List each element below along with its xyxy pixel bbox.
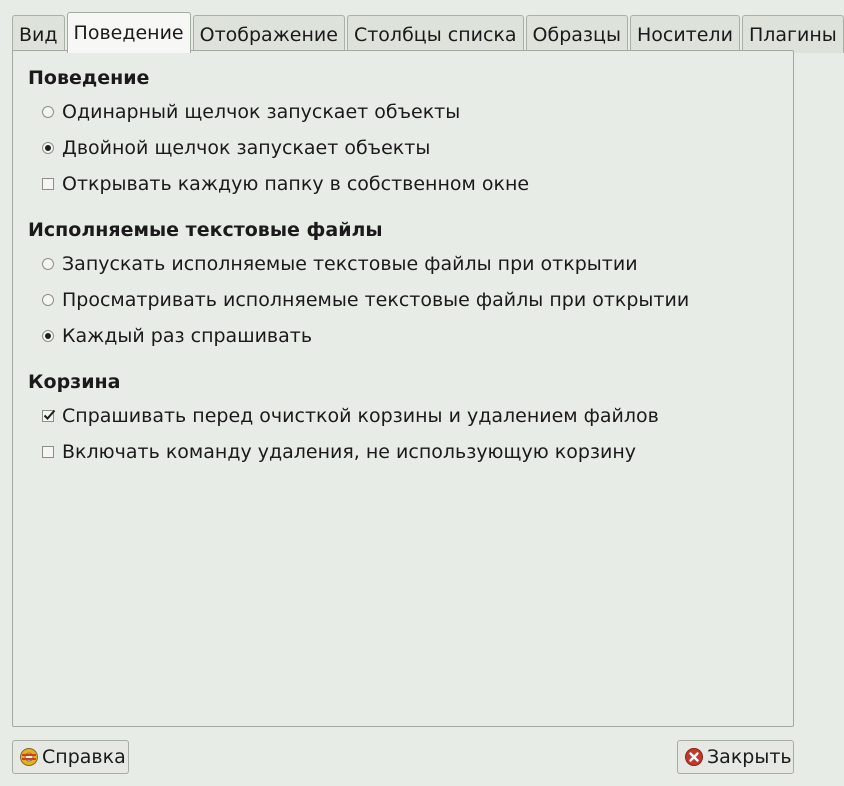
radio-single-click[interactable] <box>42 101 460 123</box>
option-label: Спрашивать перед очисткой корзины и удалением файлов <box>62 405 659 427</box>
radio-view-executables[interactable] <box>42 289 689 311</box>
checkbox-indicator[interactable] <box>42 410 54 422</box>
tab-label: Образцы <box>532 23 621 46</box>
tab-media[interactable] <box>630 15 740 53</box>
tab-list-columns[interactable] <box>347 15 524 53</box>
option-label: Двойной щелчок запускает объекты <box>62 137 431 159</box>
tab-label: Отображение <box>199 23 338 46</box>
option-label: Включать команду удаления, не использующую корзину <box>62 441 637 463</box>
section-title-executables: Исполняемые текстовые файлы <box>28 219 383 241</box>
tab-templates[interactable] <box>526 15 628 53</box>
option-label: Запускать исполняемые текстовые файлы при открытии <box>62 253 638 275</box>
tab-display[interactable] <box>193 15 345 53</box>
tab-bar <box>12 12 844 53</box>
checkbox-own-window[interactable] <box>42 173 529 195</box>
tab-label: Носители <box>636 23 733 46</box>
help-button[interactable] <box>12 740 129 774</box>
option-label: Каждый раз спрашивать <box>62 325 313 347</box>
tab-behavior[interactable] <box>67 12 191 53</box>
radio-indicator[interactable] <box>42 106 54 118</box>
tab-label: Поведение <box>73 22 184 44</box>
tab-label: Вид <box>19 23 58 46</box>
radio-double-click[interactable] <box>42 137 430 159</box>
checkbox-confirm-trash[interactable] <box>42 405 659 427</box>
checkbox-indicator[interactable] <box>42 178 54 190</box>
help-lifebuoy-icon <box>19 747 39 767</box>
section-title-trash: Корзина <box>28 371 121 393</box>
radio-indicator[interactable] <box>42 294 54 306</box>
behavior-panel <box>12 50 794 727</box>
tab-view[interactable] <box>12 15 65 53</box>
radio-indicator[interactable] <box>42 142 54 154</box>
option-label: Одинарный щелчок запускает объекты <box>62 101 461 123</box>
option-label: Открывать каждую папку в собственном окне <box>62 173 530 195</box>
close-button[interactable] <box>677 740 794 774</box>
radio-ask-each-time[interactable] <box>42 325 312 347</box>
radio-indicator[interactable] <box>42 330 54 342</box>
close-red-icon <box>684 747 704 767</box>
checkbox-delete-command[interactable] <box>42 441 636 463</box>
radio-indicator[interactable] <box>42 258 54 270</box>
radio-run-executables[interactable] <box>42 253 638 275</box>
section-title-behavior: Поведение <box>28 67 150 89</box>
button-label: Закрыть <box>707 746 792 768</box>
tab-label: Плагины <box>748 23 837 46</box>
tab-label: Столбцы списка <box>353 23 517 46</box>
checkmark-icon <box>42 408 57 423</box>
option-label: Просматривать исполняемые текстовые файлы при открытии <box>62 289 690 311</box>
checkbox-indicator[interactable] <box>42 446 54 458</box>
tab-plugins[interactable] <box>742 15 844 53</box>
button-label: Справка <box>42 746 126 768</box>
